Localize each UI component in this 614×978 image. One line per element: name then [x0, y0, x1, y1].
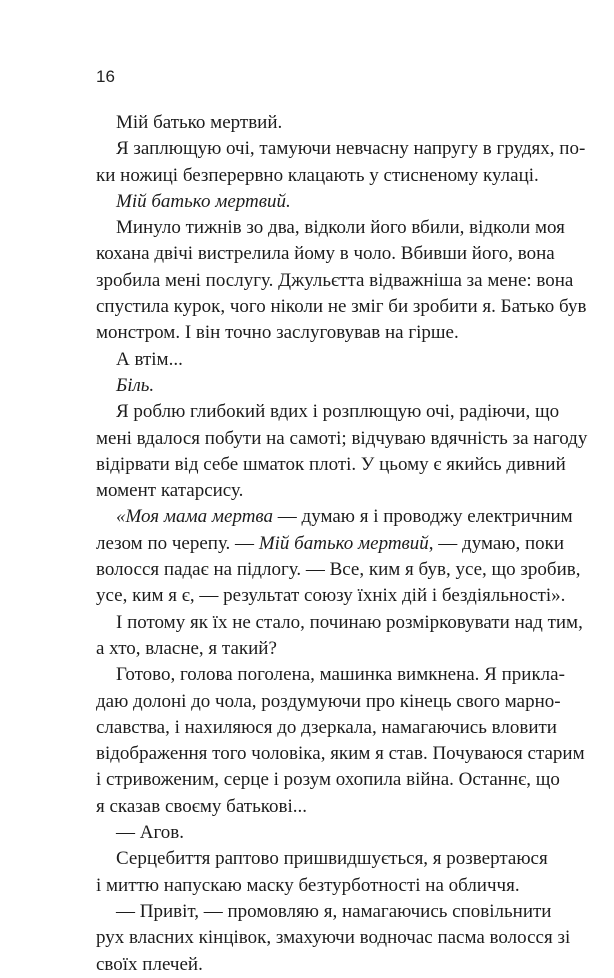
- text-line: [96, 689, 561, 715]
- text-segment: спустила курок, чого ніколи не зміг би зробити я. Батько був: [96, 296, 587, 318]
- text-line: [96, 426, 588, 452]
- text-segment: І потому як їх не стало, починаю розмірковувати над тим,: [116, 611, 583, 633]
- text-line: [96, 925, 571, 951]
- text-line: [96, 215, 565, 241]
- text-segment: даю долоні до чола, роздумуючи про кінець свого марно-: [96, 690, 561, 712]
- text-segment: Минуло тижнів зо два, відколи його вбили, відколи моя: [116, 217, 565, 239]
- text-line: [96, 320, 520, 346]
- text-line: [96, 241, 555, 267]
- text-segment: своїх плечей.: [96, 953, 203, 975]
- text-segment: і миттю напускаю маску безтурботності на обличчя.: [96, 874, 520, 896]
- text-line: [96, 583, 566, 609]
- text-line: [96, 110, 520, 136]
- text-line: [96, 136, 586, 162]
- text-segment: мені вдалося побути на самоті; відчуваю вдячність за нагоду: [96, 427, 588, 449]
- text-line: [96, 820, 520, 846]
- text-line: [96, 268, 574, 294]
- text-segment: Мій батько мертвий.: [116, 112, 283, 133]
- text-segment: момент катарсису.: [96, 480, 244, 502]
- text-segment: я сказав своєму батькові...: [96, 795, 308, 817]
- text-segment: а хто, власне, я такий?: [96, 637, 277, 659]
- text-line: [96, 952, 520, 978]
- text-segment: відображення того чоловіка, яким я став. Почуваюся старим: [96, 743, 585, 765]
- text-line: [96, 636, 520, 662]
- text-segment: славства, і нахиляюся до дзеркала, намагаючись вловити: [96, 716, 557, 738]
- text-line: [96, 794, 520, 820]
- italic-text: Біль.: [116, 374, 155, 396]
- text-segment: рух власних кінцівок, змахуючи водночас пасма волосся зі: [96, 927, 571, 949]
- text-line: [96, 373, 520, 399]
- text-segment: і стривоженим, серце і розум охопила війна. Останнє, що: [96, 769, 560, 791]
- page-number: 16: [96, 67, 115, 86]
- text-segment: кохана двічі вистрелила йому в чоло. Вбивши його, вона: [96, 243, 555, 265]
- text-segment: лезом по черепу. —: [96, 532, 259, 554]
- text-line: [96, 347, 520, 373]
- text-line: [96, 741, 585, 767]
- text-segment: — Агов.: [116, 822, 185, 844]
- body-text: [96, 110, 588, 978]
- italic-text: Мій батько мертвий.: [116, 190, 291, 212]
- text-segment: , — думаю, поки: [428, 532, 565, 554]
- text-segment: зробила мені послугу. Джульєтта відважніша за мене: вона: [96, 269, 574, 291]
- text-line: [96, 399, 560, 425]
- text-segment: усе, ким я є, — результат союзу їхніх дій і бездіяльності».: [96, 585, 566, 607]
- text-line: [96, 610, 583, 636]
- text-segment: ки ножиці безперервно клацають у стисненому кулаці.: [96, 164, 539, 186]
- text-segment: волосся падає на підлогу. — Все, ким я був, усе, що зробив,: [96, 559, 581, 581]
- text-line: [96, 294, 587, 320]
- text-line: [96, 873, 520, 899]
- text-line: [96, 846, 548, 872]
- text-line: [96, 504, 573, 530]
- text-line: [96, 531, 565, 557]
- italic-text: Мій батько мертвий: [258, 532, 429, 554]
- text-line: [96, 557, 581, 583]
- text-segment: Серцебиття раптово пришвидшується, я розвертаюся: [116, 848, 548, 870]
- text-segment: Я роблю глибокий вдих і розплющую очі, радіючи, що: [116, 401, 560, 423]
- text-line: [96, 452, 566, 478]
- text-segment: Готово, голова поголена, машинка вимкнена. Я прикла-: [116, 664, 565, 686]
- text-line: [96, 662, 565, 688]
- text-segment: відірвати від себе шматок плоті. У цьому є якийсь дивний: [96, 453, 566, 475]
- italic-text: «Моя мама мертва: [116, 506, 274, 528]
- text-line: [96, 899, 552, 925]
- text-segment: А втім...: [116, 348, 183, 370]
- text-line: [96, 163, 539, 189]
- text-segment: монстром. І він точно заслуговував на гірше.: [96, 322, 459, 344]
- text-segment: — Привіт, — промовляю я, намагаючись сповільнити: [116, 900, 552, 922]
- text-line: [96, 478, 520, 504]
- text-line: [96, 767, 560, 793]
- text-line: [96, 189, 520, 215]
- text-line: [96, 715, 557, 741]
- text-segment: Я заплющую очі, тамуючи невчасну напругу в грудях, по-: [116, 138, 586, 160]
- text-segment: — думаю я і проводжу електричним: [273, 506, 573, 528]
